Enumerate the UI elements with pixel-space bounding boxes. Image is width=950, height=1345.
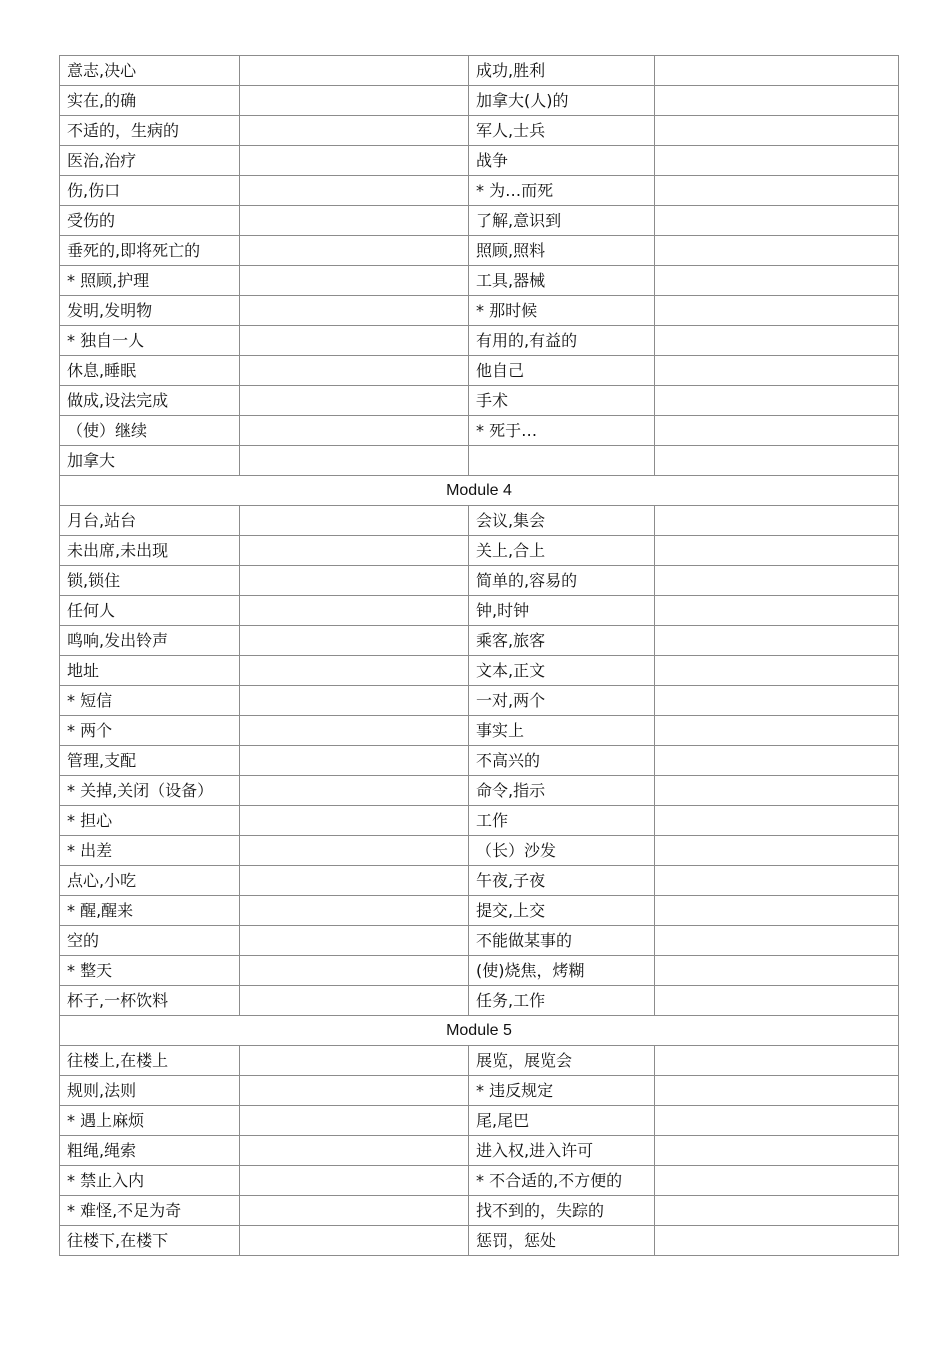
chinese-term-cell: * 死于… xyxy=(469,416,655,446)
answer-blank-cell xyxy=(240,446,469,476)
answer-blank-cell xyxy=(655,1106,899,1136)
table-row xyxy=(60,1046,899,1076)
table-row xyxy=(60,626,899,656)
answer-blank-cell xyxy=(655,776,899,806)
chinese-term-cell: 有用的,有益的 xyxy=(469,326,655,356)
chinese-term-cell: 命令,指示 xyxy=(469,776,655,806)
chinese-term-cell: 会议,集会 xyxy=(469,506,655,536)
table-row xyxy=(60,236,899,266)
table-row xyxy=(60,776,899,806)
table-row xyxy=(60,836,899,866)
chinese-term-cell: * 整天 xyxy=(60,956,240,986)
answer-blank-cell xyxy=(240,896,469,926)
table-row xyxy=(60,656,899,686)
answer-blank-cell xyxy=(240,86,469,116)
module-heading: Module 4 xyxy=(60,476,899,506)
answer-blank-cell xyxy=(655,536,899,566)
chinese-term-cell: 任何人 xyxy=(60,596,240,626)
answer-blank-cell xyxy=(240,236,469,266)
chinese-term-cell: 军人,士兵 xyxy=(469,116,655,146)
table-row xyxy=(60,566,899,596)
chinese-term-cell: 钟,时钟 xyxy=(469,596,655,626)
answer-blank-cell xyxy=(240,656,469,686)
answer-blank-cell xyxy=(655,626,899,656)
answer-blank-cell xyxy=(240,626,469,656)
table-row xyxy=(60,146,899,176)
chinese-term-cell: 锁,锁住 xyxy=(60,566,240,596)
chinese-term-cell: * 担心 xyxy=(60,806,240,836)
answer-blank-cell xyxy=(240,686,469,716)
answer-blank-cell xyxy=(655,146,899,176)
chinese-term-cell: * 关掉,关闭（设备） xyxy=(60,776,240,806)
table-row xyxy=(60,1166,899,1196)
table-row xyxy=(60,866,899,896)
answer-blank-cell xyxy=(240,536,469,566)
chinese-term-cell: * 不合适的,不方便的 xyxy=(469,1166,655,1196)
answer-blank-cell xyxy=(655,356,899,386)
answer-blank-cell xyxy=(240,1166,469,1196)
chinese-term-cell: * 为…而死 xyxy=(469,176,655,206)
table-row xyxy=(60,416,899,446)
table-row xyxy=(60,1226,899,1256)
chinese-term-cell: 未出席,未出现 xyxy=(60,536,240,566)
answer-blank-cell xyxy=(655,806,899,836)
chinese-term-cell: 粗绳,绳索 xyxy=(60,1136,240,1166)
chinese-term-cell: 空的 xyxy=(60,926,240,956)
table-row xyxy=(60,386,899,416)
chinese-term-cell: 受伤的 xyxy=(60,206,240,236)
chinese-term-cell: 文本,正文 xyxy=(469,656,655,686)
chinese-term-cell: 发明,发明物 xyxy=(60,296,240,326)
table-row xyxy=(60,596,899,626)
answer-blank-cell xyxy=(655,746,899,776)
chinese-term-cell: 午夜,子夜 xyxy=(469,866,655,896)
table-row xyxy=(60,716,899,746)
chinese-term-cell: （使）继续 xyxy=(60,416,240,446)
vocabulary-table xyxy=(59,55,899,1256)
answer-blank-cell xyxy=(240,926,469,956)
chinese-term-cell: 意志,决心 xyxy=(60,56,240,86)
chinese-term-cell: 加拿大(人)的 xyxy=(469,86,655,116)
answer-blank-cell xyxy=(655,266,899,296)
answer-blank-cell xyxy=(240,296,469,326)
answer-blank-cell xyxy=(655,1046,899,1076)
table-row xyxy=(60,1106,899,1136)
chinese-term-cell: (使)烧焦，烤糊 xyxy=(469,956,655,986)
chinese-term-cell: 提交,上交 xyxy=(469,896,655,926)
answer-blank-cell xyxy=(655,1076,899,1106)
answer-blank-cell xyxy=(655,86,899,116)
answer-blank-cell xyxy=(655,656,899,686)
answer-blank-cell xyxy=(655,956,899,986)
table-row xyxy=(60,1076,899,1106)
answer-blank-cell xyxy=(655,446,899,476)
answer-blank-cell xyxy=(240,356,469,386)
answer-blank-cell xyxy=(240,1136,469,1166)
chinese-term-cell: 不能做某事的 xyxy=(469,926,655,956)
answer-blank-cell xyxy=(240,1196,469,1226)
answer-blank-cell xyxy=(655,986,899,1016)
chinese-term-cell: * 两个 xyxy=(60,716,240,746)
vocabulary-table-body xyxy=(60,56,899,1256)
answer-blank-cell xyxy=(240,326,469,356)
chinese-term-cell: 事实上 xyxy=(469,716,655,746)
table-row xyxy=(60,506,899,536)
chinese-term-cell: 照顾,照料 xyxy=(469,236,655,266)
answer-blank-cell xyxy=(655,866,899,896)
answer-blank-cell xyxy=(240,566,469,596)
chinese-term-cell: * 醒,醒来 xyxy=(60,896,240,926)
answer-blank-cell xyxy=(240,866,469,896)
answer-blank-cell xyxy=(655,176,899,206)
answer-blank-cell xyxy=(240,1106,469,1136)
chinese-term-cell: * 难怪,不足为奇 xyxy=(60,1196,240,1226)
chinese-term-cell: 往楼下,在楼下 xyxy=(60,1226,240,1256)
chinese-term-cell: 惩罚，惩处 xyxy=(469,1226,655,1256)
table-row xyxy=(60,1196,899,1226)
answer-blank-cell xyxy=(655,1136,899,1166)
chinese-term-cell: 手术 xyxy=(469,386,655,416)
answer-blank-cell xyxy=(240,746,469,776)
chinese-term-cell: 不适的，生病的 xyxy=(60,116,240,146)
module-heading: Module 5 xyxy=(60,1016,899,1046)
chinese-term-cell: 成功,胜利 xyxy=(469,56,655,86)
answer-blank-cell xyxy=(655,506,899,536)
chinese-term-cell: 月台,站台 xyxy=(60,506,240,536)
chinese-term-cell: 了解,意识到 xyxy=(469,206,655,236)
answer-blank-cell xyxy=(655,386,899,416)
table-row xyxy=(60,806,899,836)
answer-blank-cell xyxy=(655,56,899,86)
table-row xyxy=(60,956,899,986)
chinese-term-cell: 他自己 xyxy=(469,356,655,386)
chinese-term-cell: 伤,伤口 xyxy=(60,176,240,206)
table-row xyxy=(60,116,899,146)
chinese-term-cell: 往楼上,在楼上 xyxy=(60,1046,240,1076)
table-row xyxy=(60,176,899,206)
chinese-term-cell: 简单的,容易的 xyxy=(469,566,655,596)
answer-blank-cell xyxy=(240,506,469,536)
table-row xyxy=(60,896,899,926)
answer-blank-cell xyxy=(240,1226,469,1256)
table-row xyxy=(60,746,899,776)
answer-blank-cell xyxy=(240,116,469,146)
table-row xyxy=(60,296,899,326)
chinese-term-cell: 地址 xyxy=(60,656,240,686)
chinese-term-cell xyxy=(469,446,655,476)
answer-blank-cell xyxy=(240,146,469,176)
answer-blank-cell xyxy=(655,596,899,626)
answer-blank-cell xyxy=(240,1046,469,1076)
answer-blank-cell xyxy=(655,296,899,326)
answer-blank-cell xyxy=(240,776,469,806)
chinese-term-cell: * 独自一人 xyxy=(60,326,240,356)
chinese-term-cell: * 短信 xyxy=(60,686,240,716)
table-row xyxy=(60,926,899,956)
chinese-term-cell: 加拿大 xyxy=(60,446,240,476)
chinese-term-cell: * 遇上麻烦 xyxy=(60,1106,240,1136)
table-row xyxy=(60,986,899,1016)
chinese-term-cell: 尾,尾巴 xyxy=(469,1106,655,1136)
table-row xyxy=(60,266,899,296)
chinese-term-cell: * 出差 xyxy=(60,836,240,866)
table-row xyxy=(60,56,899,86)
answer-blank-cell xyxy=(240,806,469,836)
table-row xyxy=(60,1136,899,1166)
chinese-term-cell: * 禁止入内 xyxy=(60,1166,240,1196)
chinese-term-cell: 实在,的确 xyxy=(60,86,240,116)
answer-blank-cell xyxy=(655,896,899,926)
chinese-term-cell: 做成,设法完成 xyxy=(60,386,240,416)
chinese-term-cell: * 那时候 xyxy=(469,296,655,326)
answer-blank-cell xyxy=(240,176,469,206)
answer-blank-cell xyxy=(655,836,899,866)
table-row xyxy=(60,86,899,116)
answer-blank-cell xyxy=(240,986,469,1016)
chinese-term-cell: 任务,工作 xyxy=(469,986,655,1016)
answer-blank-cell xyxy=(655,1226,899,1256)
answer-blank-cell xyxy=(240,716,469,746)
chinese-term-cell: 规则,法则 xyxy=(60,1076,240,1106)
chinese-term-cell: 鸣响,发出铃声 xyxy=(60,626,240,656)
answer-blank-cell xyxy=(240,416,469,446)
table-row xyxy=(60,446,899,476)
chinese-term-cell: 休息,睡眠 xyxy=(60,356,240,386)
table-row xyxy=(60,356,899,386)
table-row xyxy=(60,326,899,356)
chinese-term-cell: 关上,合上 xyxy=(469,536,655,566)
answer-blank-cell xyxy=(240,956,469,986)
answer-blank-cell xyxy=(240,266,469,296)
chinese-term-cell: 乘客,旅客 xyxy=(469,626,655,656)
answer-blank-cell xyxy=(240,206,469,236)
module-header-row xyxy=(60,476,899,506)
chinese-term-cell: （长）沙发 xyxy=(469,836,655,866)
chinese-term-cell: 找不到的，失踪的 xyxy=(469,1196,655,1226)
chinese-term-cell: * 照顾,护理 xyxy=(60,266,240,296)
answer-blank-cell xyxy=(655,1196,899,1226)
answer-blank-cell xyxy=(655,236,899,266)
table-row xyxy=(60,686,899,716)
answer-blank-cell xyxy=(655,116,899,146)
answer-blank-cell xyxy=(240,56,469,86)
chinese-term-cell: 医治,治疗 xyxy=(60,146,240,176)
answer-blank-cell xyxy=(655,326,899,356)
answer-blank-cell xyxy=(655,716,899,746)
answer-blank-cell xyxy=(655,1166,899,1196)
table-row xyxy=(60,206,899,236)
chinese-term-cell: 垂死的,即将死亡的 xyxy=(60,236,240,266)
chinese-term-cell: 战争 xyxy=(469,146,655,176)
answer-blank-cell xyxy=(240,596,469,626)
answer-blank-cell xyxy=(240,386,469,416)
chinese-term-cell: 一对,两个 xyxy=(469,686,655,716)
chinese-term-cell: 杯子,一杯饮料 xyxy=(60,986,240,1016)
chinese-term-cell: 工具,器械 xyxy=(469,266,655,296)
answer-blank-cell xyxy=(240,1076,469,1106)
table-row xyxy=(60,536,899,566)
answer-blank-cell xyxy=(240,836,469,866)
answer-blank-cell xyxy=(655,206,899,236)
chinese-term-cell: 进入权,进入许可 xyxy=(469,1136,655,1166)
answer-blank-cell xyxy=(655,926,899,956)
answer-blank-cell xyxy=(655,566,899,596)
module-header-row xyxy=(60,1016,899,1046)
chinese-term-cell: 点心,小吃 xyxy=(60,866,240,896)
chinese-term-cell: 管理,支配 xyxy=(60,746,240,776)
answer-blank-cell xyxy=(655,416,899,446)
chinese-term-cell: 不高兴的 xyxy=(469,746,655,776)
chinese-term-cell: * 违反规定 xyxy=(469,1076,655,1106)
chinese-term-cell: 展览，展览会 xyxy=(469,1046,655,1076)
answer-blank-cell xyxy=(655,686,899,716)
chinese-term-cell: 工作 xyxy=(469,806,655,836)
